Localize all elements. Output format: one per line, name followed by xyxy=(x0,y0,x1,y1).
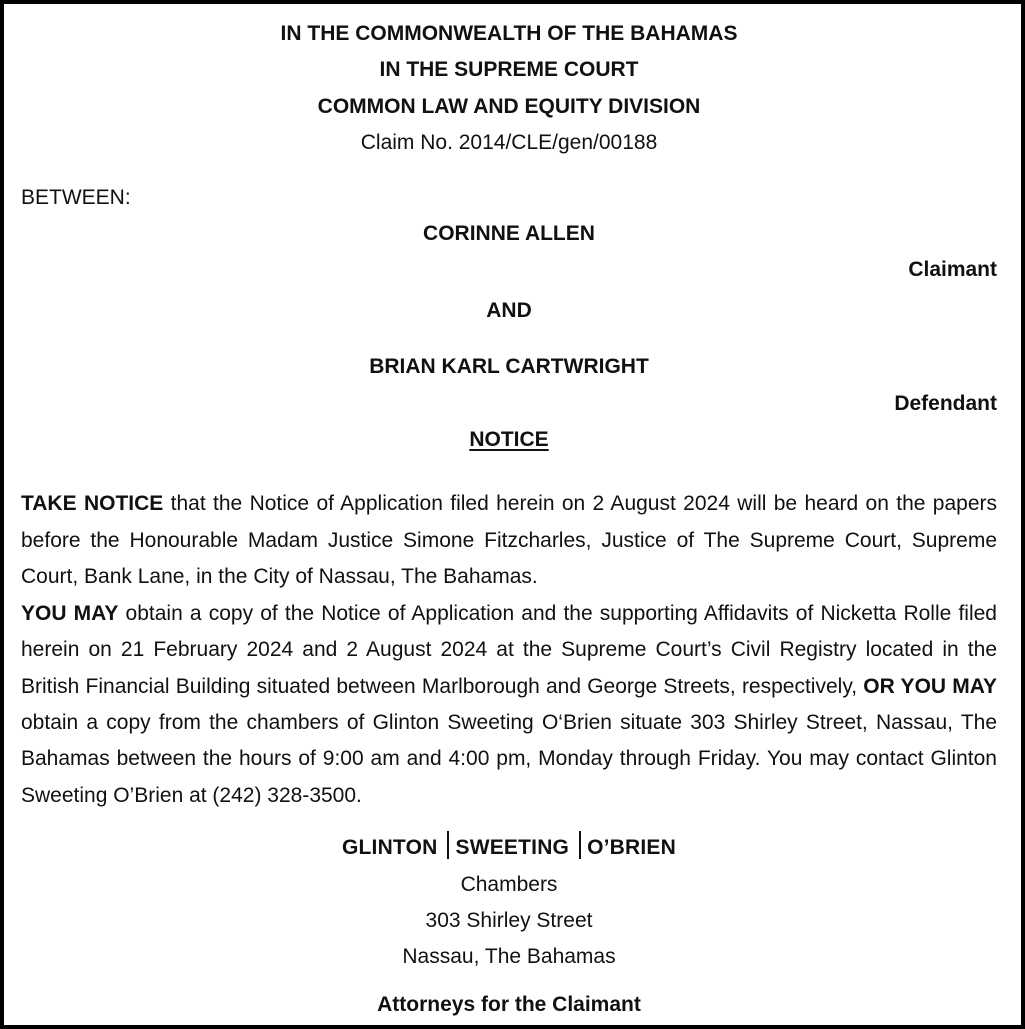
court-heading-division: COMMON LAW AND EQUITY DIVISION xyxy=(317,94,701,118)
notice-title: NOTICE xyxy=(469,428,549,452)
between-label: BETWEEN: xyxy=(21,185,131,209)
defendant-role: Defendant xyxy=(894,391,997,415)
firm-name xyxy=(21,830,997,866)
claimant-role: Claimant xyxy=(908,258,997,282)
firm-chambers: Chambers xyxy=(460,872,558,896)
you-may-paragraph xyxy=(21,596,997,814)
or-you-may-lead: OR YOU MAY xyxy=(863,674,997,698)
court-heading-commonwealth: IN THE COMMONWEALTH OF THE BAHAMAS xyxy=(280,22,738,45)
you-may-lead: YOU MAY xyxy=(21,601,119,625)
firm-name-sweeting: SWEETING xyxy=(455,836,570,860)
take-notice-paragraph xyxy=(21,486,997,595)
firm-street: 303 Shirley Street xyxy=(425,908,593,932)
firm-name-divider xyxy=(447,831,449,859)
firm-city: Nassau, The Bahamas xyxy=(402,945,616,969)
take-notice-text: that the Notice of Application filed herein on 2 August 2024 will be heard on the papers before the Honourable Madam Justice Simone Fitzcharles, Justice of The Supreme Court, Supreme Court, Bank Lane, in the City of Nassau, The Bahamas. xyxy=(21,492,997,589)
firm-name-glinton: GLINTON xyxy=(341,836,438,860)
attorneys-for-claimant: Attorneys for the Claimant xyxy=(377,992,641,1016)
take-notice-lead: TAKE NOTICE xyxy=(21,492,164,516)
notice-body xyxy=(21,486,997,814)
notice-heading xyxy=(21,422,997,458)
firm-name-divider xyxy=(579,831,581,859)
you-may-text-b: obtain a copy from the chambers of Glinton Sweeting O‘Brien situate 303 Shirley Street, Nassau, The Bahamas between the hours of 9:00 am and 4:00 pm, Monday through Friday. You may contact Glinton Sweeting O’Brien at (242) 328-3500. xyxy=(21,710,997,807)
and-separator: AND xyxy=(486,298,532,322)
claimant-name: CORINNE ALLEN xyxy=(423,222,595,246)
court-heading-supreme-court: IN THE SUPREME COURT xyxy=(379,58,639,82)
defendant-name: BRIAN KARL CARTWRIGHT xyxy=(369,355,649,379)
you-may-text-a: obtain a copy of the Notice of Application and the supporting Affidavits of Nicketta Rolle filed herein on 21 February 2024 and 2 August 2024 at the Supreme Court’s Civil Registry located in the British Financial Building situated between Marlborough and George Streets, respectively, xyxy=(21,601,997,698)
claim-number: Claim No. 2014/CLE/gen/00188 xyxy=(360,131,658,155)
firm-name-obrien: O’BRIEN xyxy=(587,836,677,860)
